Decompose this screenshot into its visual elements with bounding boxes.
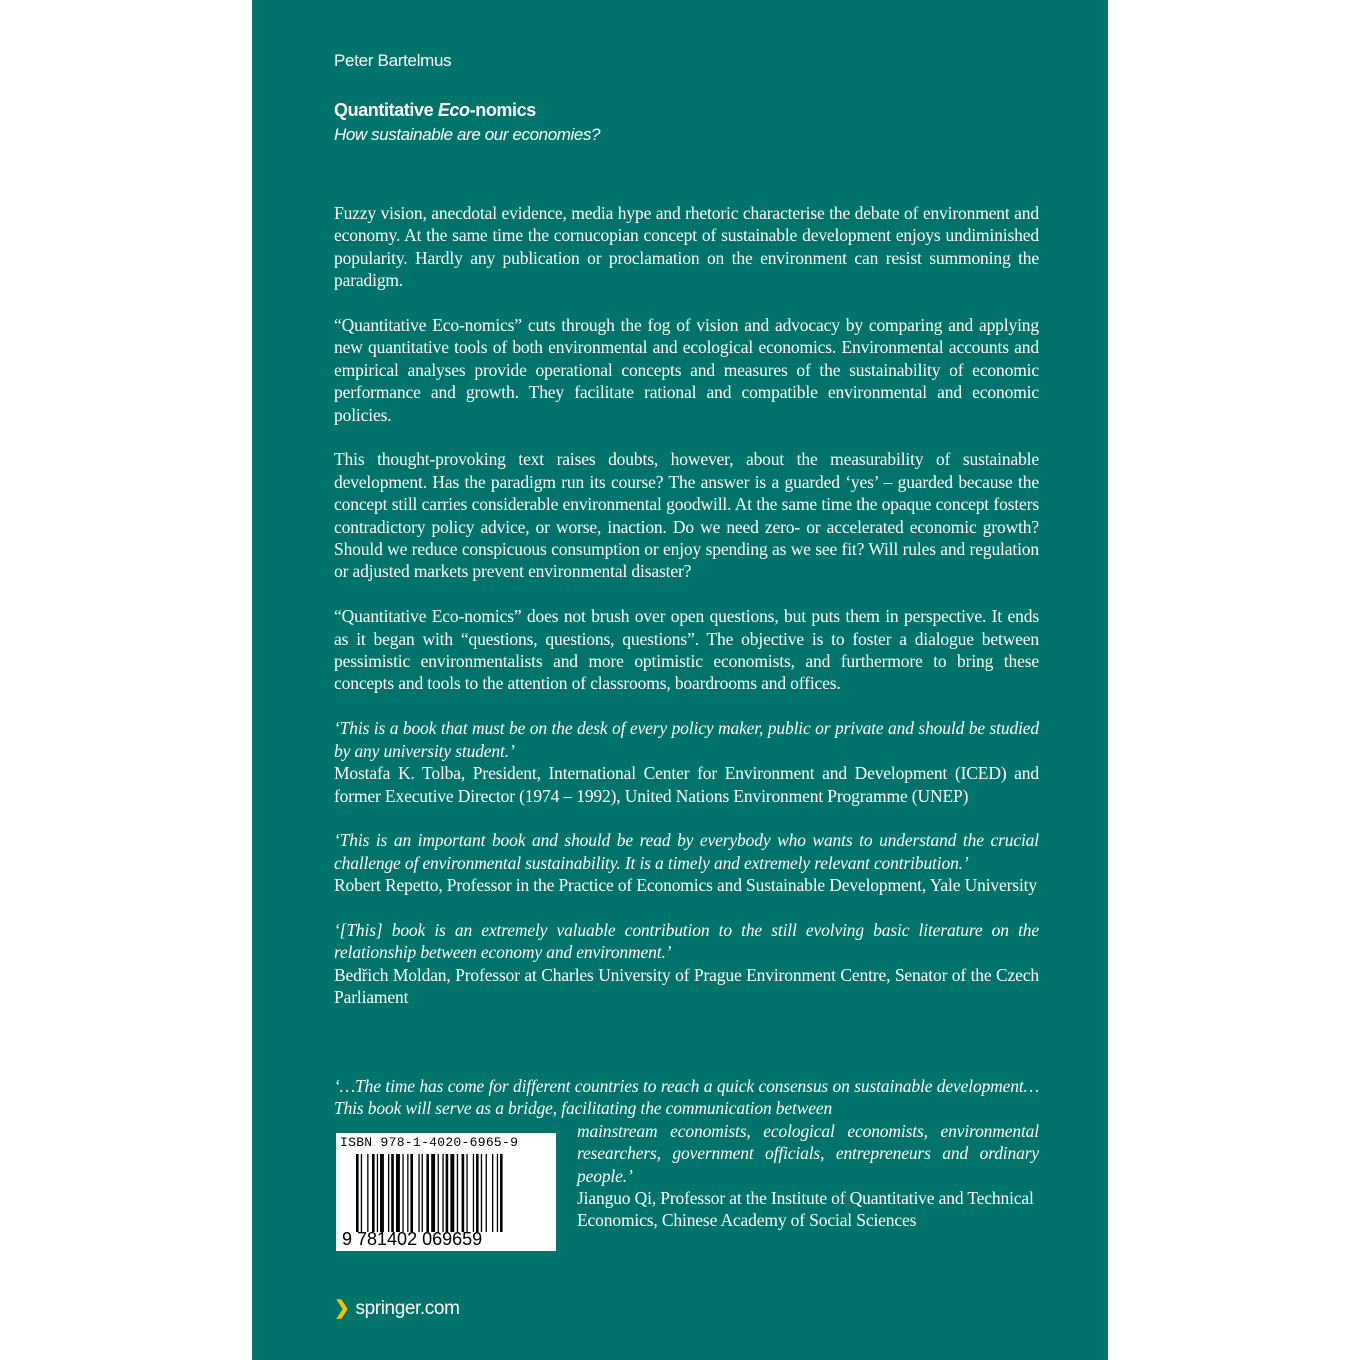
endorsement-quote-cont: mainstream economists, ecological economists, environmental researchers, government officials, entrepreneurs and ordinary people.’ — [577, 1120, 1039, 1186]
barcode-bar — [442, 1154, 443, 1232]
endorsement-attribution: Bedřich Moldan, Professor at Charles University of Prague Environment Centre, Senator of the Czech Parliament — [334, 964, 1039, 1008]
blurb — [334, 202, 1039, 1031]
barcode-bar — [466, 1154, 467, 1232]
barcode-bar — [446, 1154, 449, 1232]
barcode-digits: 9 781402 069659 — [342, 1229, 483, 1249]
endorsement — [334, 829, 1039, 896]
barcode-bar — [450, 1154, 454, 1232]
blurb-paragraph: “Quantitative Eco-nomics” does not brush over open questions, but puts them in perspective. It ends as it began with “questions, questions, questions”. The objective is to foster a dialogue between pessimistic environmentalists and more optimistic economists, and furthermore to bring these concepts and tools to the attention of classrooms, boardrooms and offices. — [334, 606, 1039, 694]
barcode-bar — [426, 1154, 429, 1232]
barcode-bar — [388, 1154, 389, 1232]
title-pre: Quantitative — [334, 100, 438, 120]
endorsement-attribution: Robert Repetto, Professor in the Practice of Economics and Sustainable Development, Yale University — [334, 875, 1037, 896]
barcode-bar — [492, 1154, 493, 1232]
book-subtitle: How sustainable are our economies? — [334, 125, 601, 144]
title-italic: Eco — [437, 100, 470, 120]
blurb-paragraph: Fuzzy vision, anecdotal evidence, media hype and rhetoric characterise the debate of environment and economy. At the same time the cornucopian concept of sustainable development enjoys undiminished popularity. Hardly any publication or proclamation on the environment can resist summoning the paradigm. — [334, 203, 1039, 291]
author-name: Peter Bartelmus — [334, 51, 452, 70]
barcode-bar — [372, 1154, 375, 1232]
endorsement-quote-continued — [577, 1120, 1039, 1232]
barcode-bar — [473, 1154, 474, 1232]
barcode-bar — [497, 1154, 498, 1232]
chevron-right-icon: ❯ — [334, 1298, 350, 1319]
isbn-label: ISBN 978-1-4020-6965-9 — [340, 1135, 519, 1150]
barcode-bar — [431, 1154, 435, 1232]
back-cover — [252, 0, 1108, 1360]
barcode-bar — [410, 1154, 413, 1232]
blurb-paragraph: “Quantitative Eco-nomics” cuts through the fog of vision and advocacy by comparing and applying new quantitative tools of both environmental and ecological economics. Environmental accounts and empirical analyses provide operational concepts and measures of the sustainability of economic performance and growth. They facilitate rational and compatible environmental and economic policies. — [334, 315, 1039, 425]
isbn-barcode — [336, 1133, 556, 1251]
endorsement-attribution: Mostafa K. Tolba, President, International Center for Environment and Development (ICED) and former Executive Director (1974 – 1992), United Nations Environment Programme (UNEP) — [334, 763, 1039, 806]
barcode-bar — [418, 1154, 419, 1232]
title-post: -nomics — [469, 100, 536, 120]
barcode-bar — [422, 1154, 423, 1232]
barcode-bar — [457, 1154, 458, 1232]
blurb-paragraph: This thought-provoking text raises doubts, however, about the measurability of sustainable development. Has the paradigm run its course? The answer is a guarded ‘yes’ – guarded because the concept still carries considerable environmental goodwill. At the same time the opaque concept fosters contradictory policy advice, or worse, inaction. Do we need zero- or accelerated economic growth? Should we reduce conspicuous consumption or enjoy spending as we see fit? Will rules and regulation or adjusted markets prevent environmental disaster? — [334, 449, 1039, 582]
endorsement-quote: ‘[This] book is an extremely valuable contribution to the still evolving basic literature on the relationship between economy and environment.’ — [334, 919, 1039, 963]
barcode-bar — [462, 1154, 465, 1232]
barcode-bar — [377, 1154, 378, 1232]
endorsement-attribution: Jianguo Qi, Professor at the Institute of Quantitative and Technical Economics, Chinese Academy of Social Sciences — [577, 1188, 1034, 1231]
barcode-bar — [486, 1154, 487, 1232]
barcode-bar — [438, 1154, 439, 1232]
endorsement-quote: ‘…The time has come for different countries to reach a quick consensus on sustainable development… This book will serve as a bridge, facilitating the communication between — [334, 1076, 1039, 1119]
publisher-link[interactable] — [334, 1297, 460, 1320]
endorsement — [334, 717, 1039, 807]
barcode-bar — [500, 1154, 503, 1232]
barcode-bar — [407, 1154, 408, 1232]
barcode-bars-icon — [356, 1154, 546, 1236]
endorsement-quote: ‘This is a book that must be on the desk of every policy maker, public or private and should be studied by any university student.’ — [334, 718, 1039, 761]
endorsement-quote: ‘This is an important book and should be read by everybody who wants to understand the crucial challenge of environmental sustainability. It is a timely and extremely relevant contribution.’ — [334, 830, 1039, 873]
publisher-url: springer.com — [355, 1298, 460, 1319]
barcode-bar — [391, 1154, 394, 1232]
book-title — [334, 100, 536, 121]
barcode-bar — [396, 1154, 400, 1232]
barcode-bar — [476, 1154, 479, 1232]
barcode-bar — [367, 1154, 368, 1232]
endorsement — [334, 919, 1039, 1009]
barcode-bar — [380, 1154, 384, 1232]
barcode-bar — [402, 1154, 403, 1232]
barcode-bar — [481, 1154, 482, 1232]
barcode-bar — [356, 1154, 359, 1232]
barcode-bar — [361, 1154, 362, 1232]
